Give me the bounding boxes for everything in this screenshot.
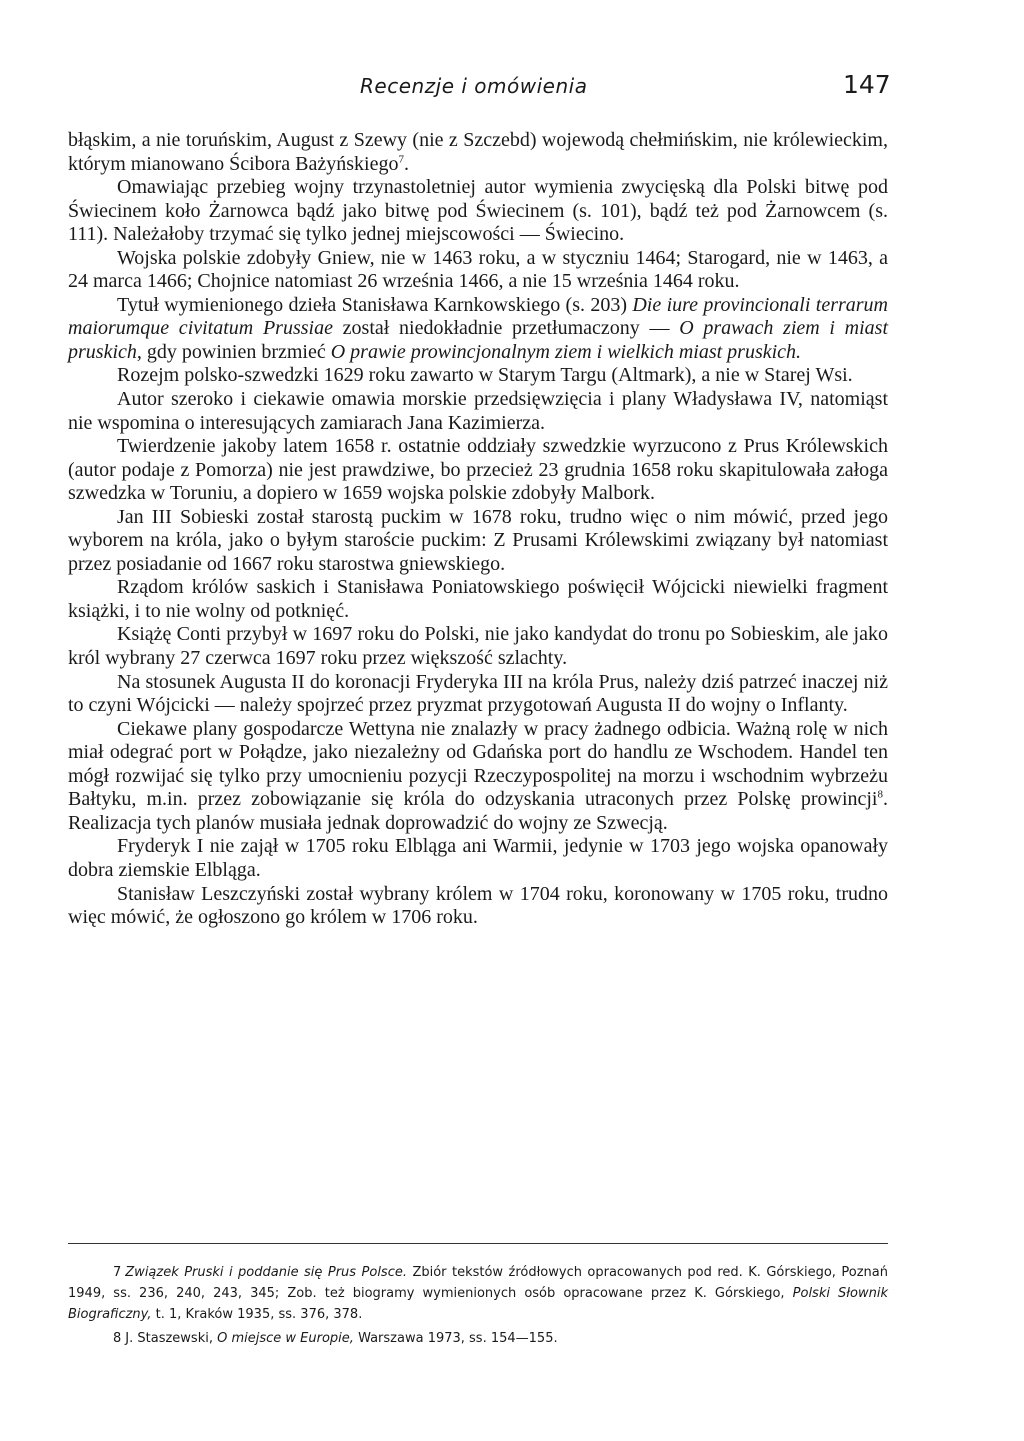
- wrong-translation: O prawach ziem i miast pruskich,: [68, 317, 889, 363]
- paragraph: Rozejm polsko-szwedzki 1629 roku zawarto w Starym Targu (Altmark), a nie w Starej Wsi.: [117, 364, 853, 387]
- footnote-number: 8: [113, 1331, 122, 1346]
- body-text: [68, 129, 888, 930]
- correct-translation: O prawie prowincjonalnym ziem i wielkich miast pruskich.: [330, 340, 802, 363]
- paragraph: Twierdzenie jakoby latem 1658 r. ostatnie oddziały szwedzkie wyrzucono z Prus Królewskich (autor podaje z Pomorza) nie jest prawdziwe, bo przecież 23 grudnia 1658 roku skapitulowała załoga szwedzka w Toruniu, a dopiero w 1659 wojska polskie zdobyły Malbork.: [68, 435, 888, 505]
- paragraph: Fryderyk I nie zajął w 1705 roku Elbląga ani Warmii, jedynie w 1703 jego wojska opanowały dobra ziemskie Elbląga.: [68, 835, 888, 881]
- footnote-marker: 8: [877, 788, 883, 801]
- page-number: 147: [843, 70, 891, 99]
- footnote-number: 7: [113, 1265, 122, 1280]
- footnote: 7 Związek Pruski i poddanie się Prus Polsce. Zbiór tekstów źródłowych opracowanych pod red. K. Górskiego, Poznań 1949, ss. 236, 240, 243, 345; Zob. też biogramy wymienionych osób opracowane przez K. Górskiego, Polski Słownik Biograficzny, t. 1, Kraków 1935, ss. 376, 378.: [68, 1265, 889, 1322]
- footnote-marker: 7: [398, 152, 404, 165]
- latin-title: Die iure provincionali terrarum maiorumque civitatum Prussiae: [68, 293, 888, 340]
- paragraph: Tytuł wymienionego dzieła Stanisława Karnkowskiego (s. 203) Die iure provincionali terrarum maiorumque civitatum Prussiae został niedokładnie przetłumaczony — O prawach ziem i miast pruskich, gdy powinien brzmieć O prawie prowincjonalnym ziem i wielkich miast pruskich.: [68, 293, 889, 363]
- paragraph: Jan III Sobieski został starostą puckim w 1678 roku, trudno więc o nim mówić, przed jego wyborem na króla, jako o byłym staroście puckim: Z Prusami Królewskimi związany był natomiast przez posiadanie od 1667 roku starostwa gniewskiego.: [68, 505, 888, 575]
- paragraph: błąskim, a nie toruńskim, August z Szewy (nie z Szczebd) wojewodą chełmińskim, nie królewieckim, którym mianowano Ścibora Bażyńskiego$^7$.: [68, 129, 888, 175]
- footnote-separator: [68, 1243, 888, 1244]
- paragraph: Książę Conti przybył w 1697 roku do Polski, nie jako kandydat do tronu po Sobieskim, ale jako król wybrany 27 czerwca 1697 roku przez większość szlachty.: [68, 623, 888, 670]
- paragraph: Omawiając przebieg wojny trzynastoletniej autor wymienia zwycięską dla Polski bitwę pod Świecinem koło Żarnowca bądź jako bitwę pod Świecinem (s. 101), bądź też pod Żarnowcem (s. 111). Należałoby trzymać się tylko jednej miejscowości — Świecino.: [68, 176, 888, 246]
- paragraph: Na stosunek Augusta II do koronacji Fryderyka III na króla Prus, należy dziś patrzeć inaczej niż to czyni Wójcicki — należy spojrzeć przez pryzmat przygotowań Augusta II do wojny o Inflanty.: [68, 670, 888, 717]
- paragraph: Stanisław Leszczyński został wybrany królem w 1704 roku, koronowany w 1705 roku, trudno więc mówić, że ogłoszono go królem w 1706 roku.: [68, 882, 888, 929]
- running-header: Recenzje i omówienia: [360, 74, 588, 98]
- paragraph: Ciekawe plany gospodarcze Wettyna nie znalazły w pracy żadnego odbicia. Ważną rolę w nich miał odegrać port w Połądze, jako niezależny od Gdańska port do handlu ze Wschodem. Handel ten mógł rozwijać się tylko przy umocnieniu pozycji Rzeczypospolitej na morzu i wschodnim wybrzeżu Bałtyku, m.in. przez zobowiązanie się króla do odzyskania utraconych przez Polskę prowincji$^8$. Realizacja tych planów musiała jednak doprowadzić do wojny ze Szwecją.: [68, 717, 888, 834]
- paragraph: Wojska polskie zdobyły Gniew, nie w 1463 roku, a w styczniu 1464; Starogard, nie w 1463, a 24 marca 1466; Chojnice natomiast 26 września 1466, a nie 15 września 1464 roku.: [68, 246, 888, 293]
- footnotes: [68, 1262, 888, 1352]
- paragraph: Rządom królów saskich i Stanisława Poniatowskiego poświęcił Wójcicki niewielki fragment książki, i to nie wolny od potknięć.: [68, 576, 888, 622]
- paragraph: Autor szeroko i ciekawie omawia morskie przedsięwzięcia i plany Władysława IV, natomiąst nie wspomina o interesujących zamiarach Jana Kazimierza.: [68, 388, 888, 434]
- footnote: 8 J. Staszewski, O miejsce w Europie, Warszawa 1973, ss. 154—155.: [113, 1331, 558, 1346]
